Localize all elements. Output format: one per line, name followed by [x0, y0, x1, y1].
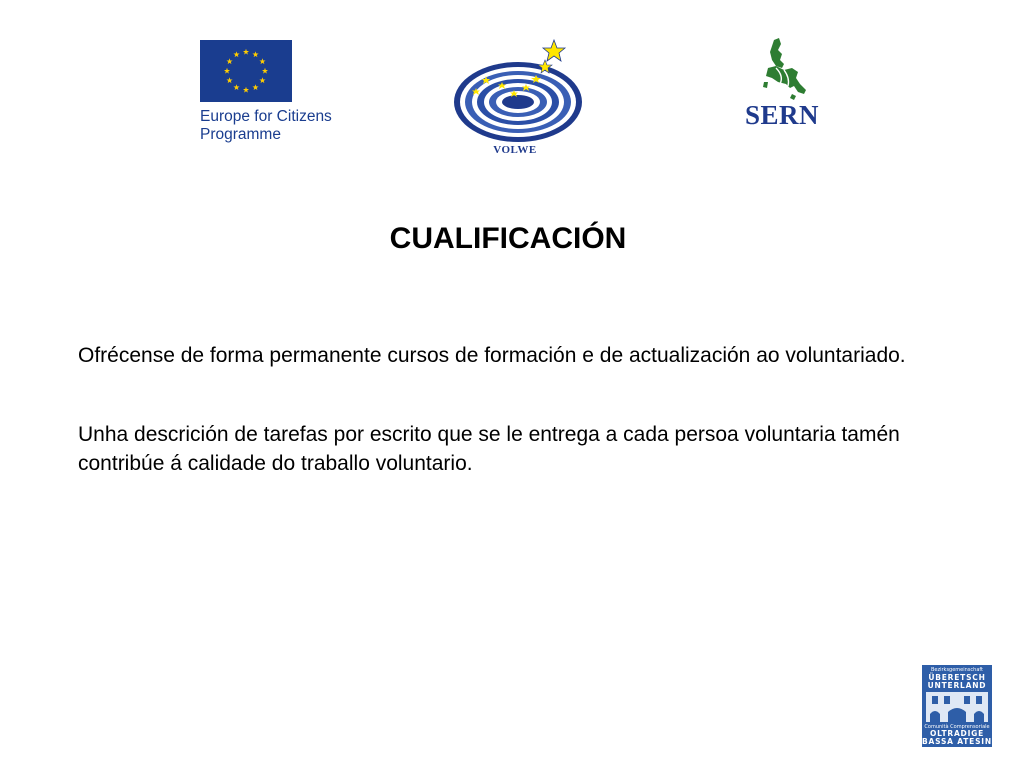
- volwe-logo: [450, 38, 590, 160]
- paragraph-task-description: Unha descrición de tarefas por escrito que se le entrega a cada persoa voluntaria tamén contribúe á calidade do traballo voluntario.: [78, 423, 900, 475]
- eu-logo-line1: Europe for Citizens: [200, 108, 332, 125]
- ueberetsch-unterland-logo: [922, 665, 999, 747]
- paragraph-training: Ofrécense de forma permanente cursos de formación e de actualización ao voluntariado.: [78, 344, 906, 367]
- eu-logo-line2: Programme: [200, 126, 281, 143]
- europe-map-icon: [762, 38, 810, 100]
- eu-flag-icon: [200, 40, 292, 102]
- sern-logo: [742, 38, 838, 134]
- volwe-spiral-icon: [450, 38, 590, 146]
- eu-citizens-logo: [198, 38, 348, 148]
- building-icon: [926, 692, 988, 722]
- slide-title: CUALIFICACIÓN: [389, 222, 627, 255]
- ubu-line1: Bezirksgemeinschaft: [930, 667, 984, 673]
- ubu-line6: BASSA ATESINA: [922, 737, 999, 746]
- ubu-line3: UNTERLAND: [927, 681, 987, 690]
- ubu-line5: OLTRADIGE: [929, 729, 985, 738]
- ubu-line4: Comunità Comprensoriale: [924, 724, 990, 730]
- ubu-line2: ÜBERETSCH: [928, 673, 986, 682]
- volwe-logo-text: VOLWE: [493, 144, 537, 156]
- sern-logo-text: SERN: [745, 100, 820, 130]
